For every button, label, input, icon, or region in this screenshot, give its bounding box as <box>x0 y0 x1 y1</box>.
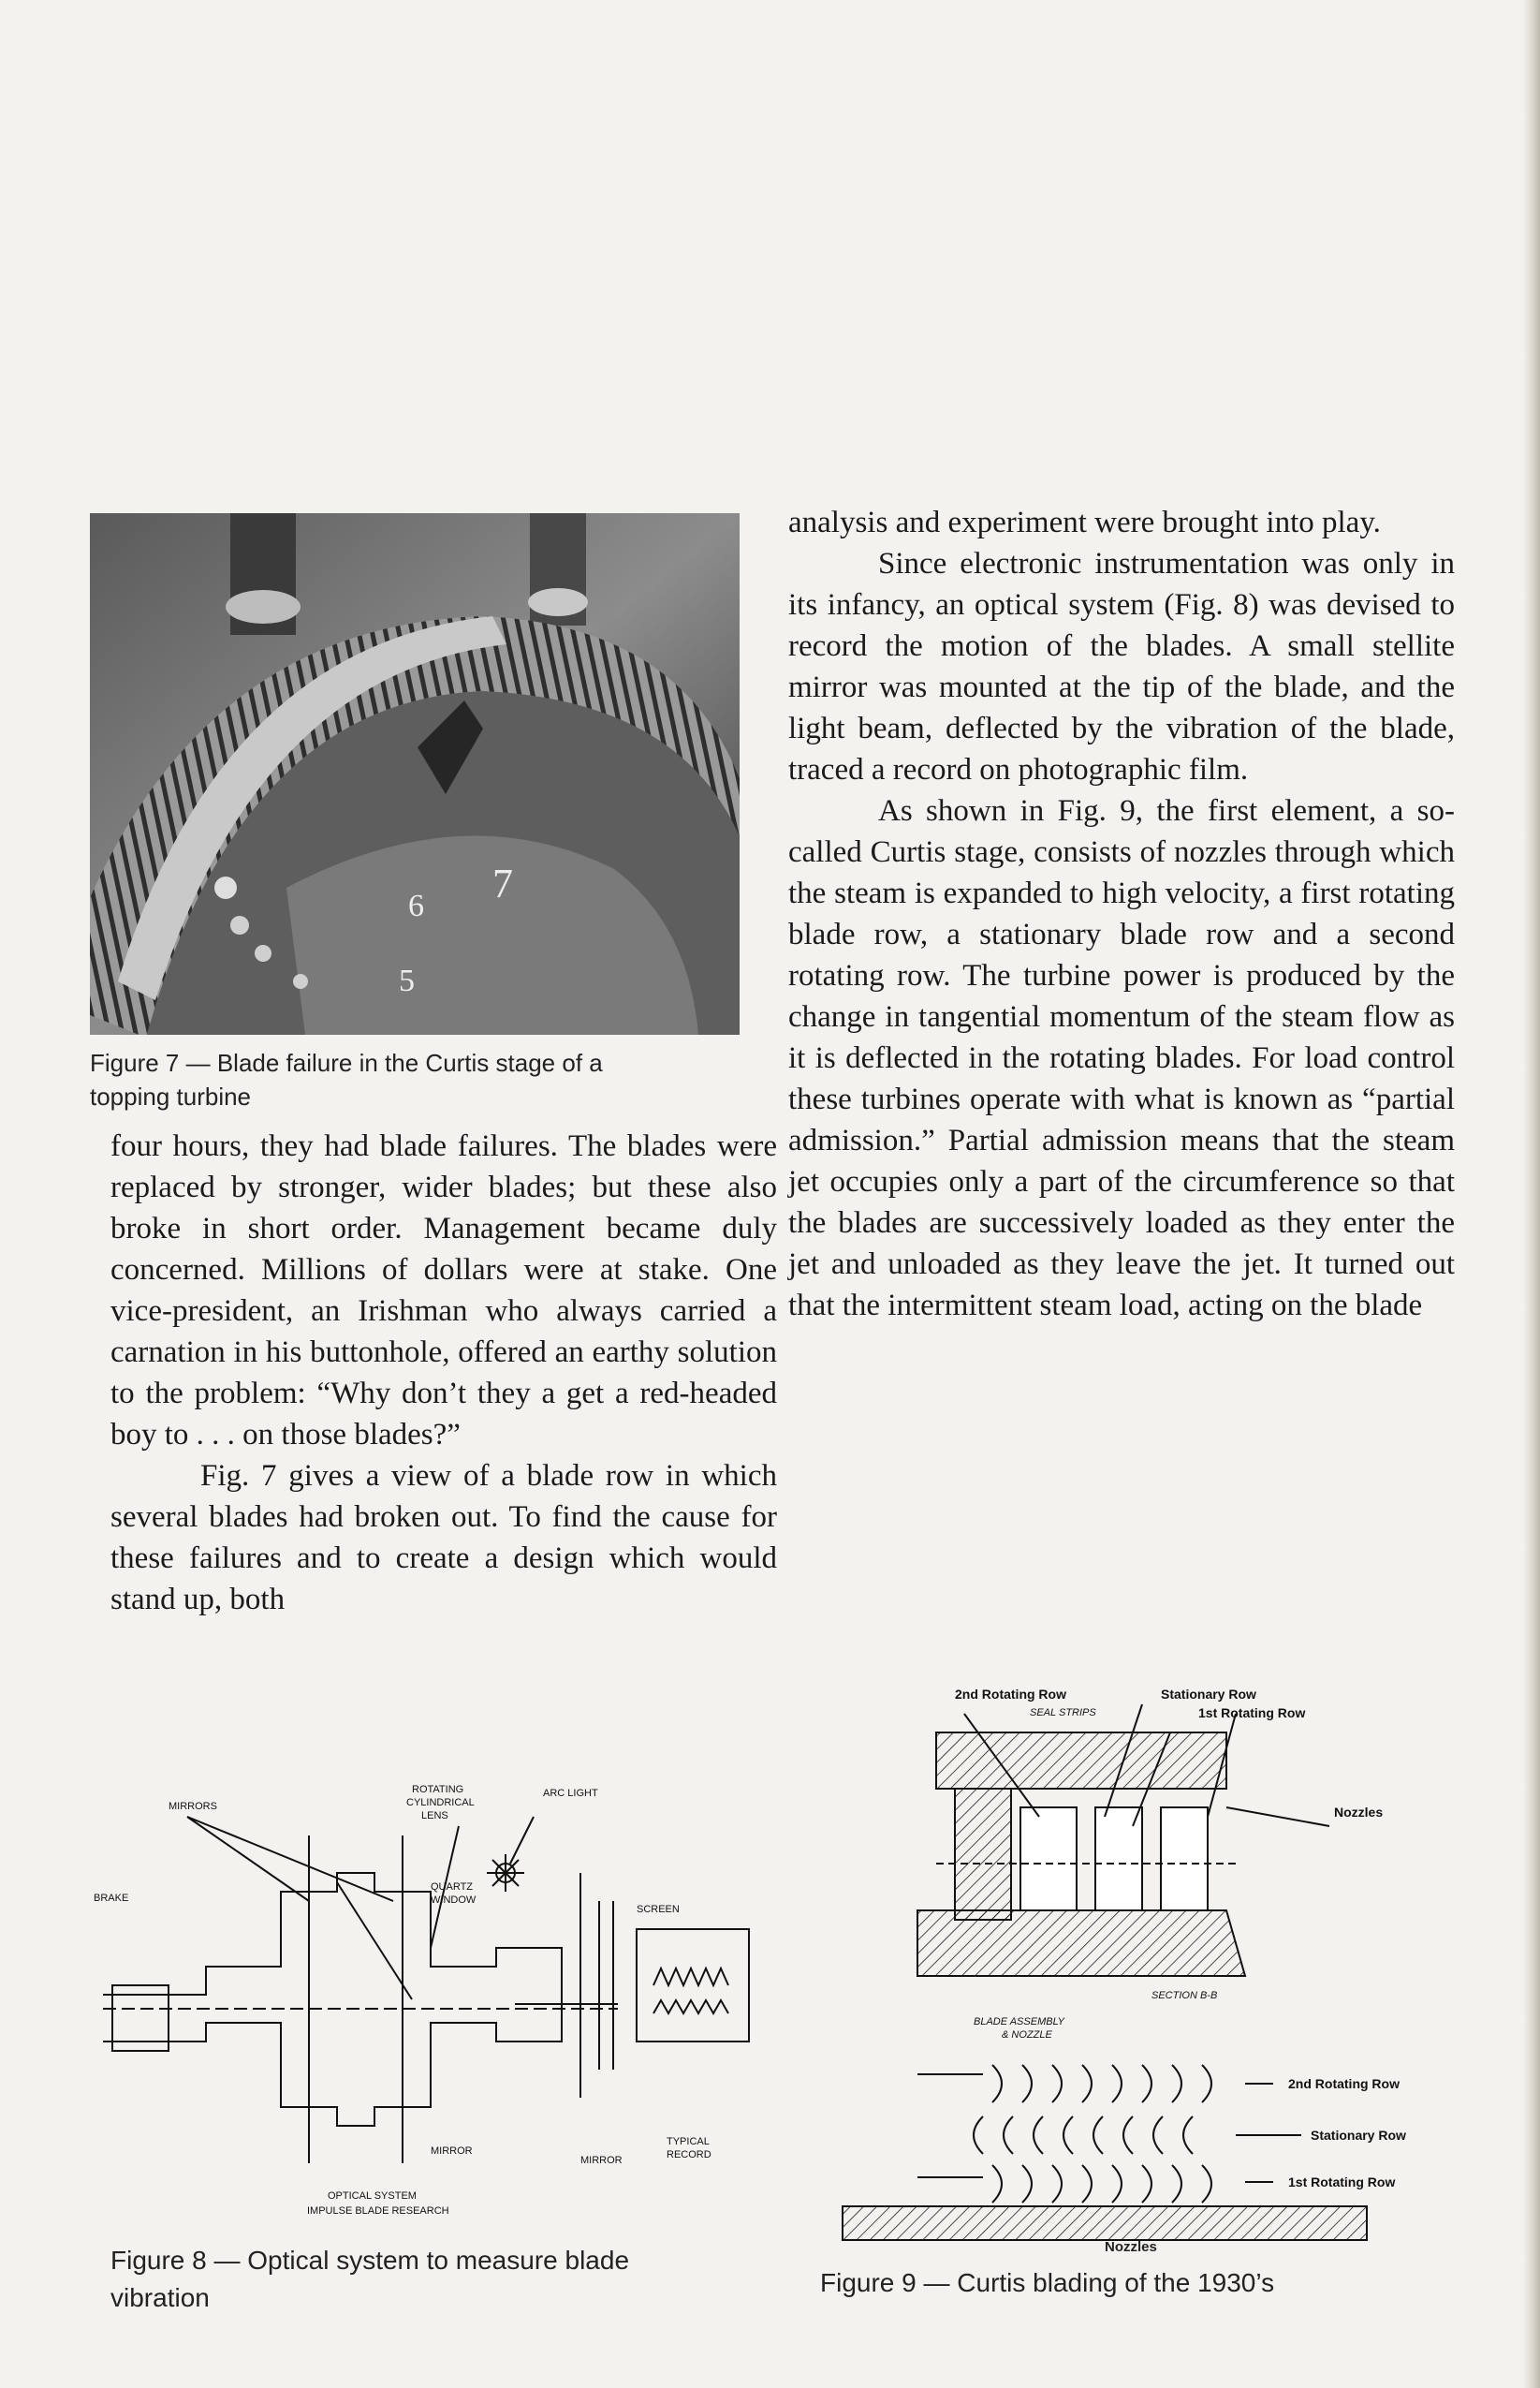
page-edge-shadow <box>1523 0 1540 2388</box>
fig9-label-1st-row-top: 1st Rotating Row <box>1198 1705 1306 1720</box>
label-title-1: OPTICAL SYSTEM <box>328 2190 417 2202</box>
fig9-label-2nd-row-top: 2nd Rotating Row <box>955 1687 1066 1702</box>
label-mirrors: MIRRORS <box>169 1801 217 1812</box>
figure8-caption-line2: vibration <box>110 2283 210 2312</box>
label-rotating-1: ROTATING <box>412 1784 464 1795</box>
fig9-label-assembly-1: BLADE ASSEMBLY <box>974 2016 1065 2027</box>
figure8-caption-line1: Figure 8 — Optical system to measure blade <box>110 2246 630 2275</box>
label-mirror-2: MIRROR <box>580 2155 623 2166</box>
fig9-label-seal-strips: SEAL STRIPS <box>1030 1707 1096 1718</box>
fig9-label-section: SECTION B-B <box>1151 1990 1218 2001</box>
figure7-caption-line2: topping turbine <box>90 1083 252 1111</box>
curtis-blading-drawing <box>824 1676 1479 2248</box>
fig9-label-nozzles-bottom: Nozzles <box>1105 2239 1157 2255</box>
right-paragraph-3: As shown in Fig. 9, the first element, a so-called Curtis stage, consists of nozzles through which the steam is expanded to high velocity, a first rotating blade row, a stationary blade row and a second rotating row. The turbine power is produced by the change in tangential momentum of the steam flow as it is deflected in the rotating blades. For load control these turbines operate with what is known as “partial admission.” Partial admission means that the steam jet occupies only a part of the circumference so that the blades are successively loaded as they enter the jet and unloaded as they leave the jet. It turned out that the intermittent steam load, acting on the blade <box>788 794 1455 1322</box>
photo-mark-7: 7 <box>492 861 513 907</box>
label-arc-light: ARC LIGHT <box>543 1788 598 1799</box>
left-paragraph-1: four hours, they had blade failures. The blades were replaced by stronger, wider blades; but these also broke in short order. Management became duly concerned. Millions of dollars were at stake. One vice-president, an Irishman who always carried a carnation in his buttonhole, offered an earthy solution to the problem: “Why don’t they a get a red-headed boy to . . . on those blades?” <box>110 1129 777 1452</box>
figure7-caption <box>90 1046 745 1113</box>
figure9-diagram <box>824 1676 1479 2248</box>
fig9-label-1st-row-bottom: 1st Rotating Row <box>1288 2174 1396 2189</box>
fig9-label-2nd-row-bottom: 2nd Rotating Row <box>1288 2076 1400 2091</box>
photo-mark-5: 5 <box>399 964 415 998</box>
label-typical-1: TYPICAL <box>667 2136 710 2147</box>
label-rotating-2: CYLINDRICAL <box>406 1797 475 1808</box>
figure9-caption: Figure 9 — Curtis blading of the 1930’s <box>820 2268 1275 2297</box>
label-title-2: IMPULSE BLADE RESEARCH <box>307 2205 449 2217</box>
label-quartz-2: WINDOW <box>431 1894 477 1906</box>
figure8-diagram <box>94 1761 768 2229</box>
fig9-label-stationary-bottom: Stationary Row <box>1311 2128 1406 2143</box>
fig9-label-assembly-2: & NOZZLE <box>1002 2029 1052 2041</box>
fig9-label-stationary-top: Stationary Row <box>1161 1687 1256 1702</box>
label-mirror-1: MIRROR <box>431 2145 473 2157</box>
left-paragraph-2: Fig. 7 gives a view of a blade row in which several blades had broken out. To find the cause for these failures and to create a design which would stand up, both <box>110 1459 777 1616</box>
label-screen: SCREEN <box>637 1904 680 1915</box>
optical-system-drawing <box>94 1761 768 2229</box>
label-rotating-3: LENS <box>421 1810 448 1821</box>
turbine-photo-illustration <box>90 513 740 1035</box>
right-paragraph-2: Since electronic instrumentation was only in its infancy, an optical system (Fig. 8) was devised to record the motion of the blades. A small stellite mirror was mounted at the tip of the blade, and the light beam, deflected by the vibration of the blade, traced a record on photographic film. <box>788 547 1455 787</box>
label-typical-2: RECORD <box>667 2149 711 2160</box>
figure8-caption <box>110 2242 766 2317</box>
fig9-label-nozzles-top: Nozzles <box>1334 1805 1384 1820</box>
label-brake: BRAKE <box>94 1893 129 1904</box>
right-paragraph-1: analysis and experiment were brought into play. <box>788 506 1381 539</box>
photo-mark-6: 6 <box>408 889 424 923</box>
figure7-photo <box>90 513 740 1035</box>
left-text-column <box>110 1126 777 1620</box>
figure7-caption-line1: Figure 7 — Blade failure in the Curtis stage of a <box>90 1049 603 1077</box>
right-text-column <box>788 502 1455 1326</box>
label-quartz-1: QUARTZ <box>431 1881 474 1893</box>
